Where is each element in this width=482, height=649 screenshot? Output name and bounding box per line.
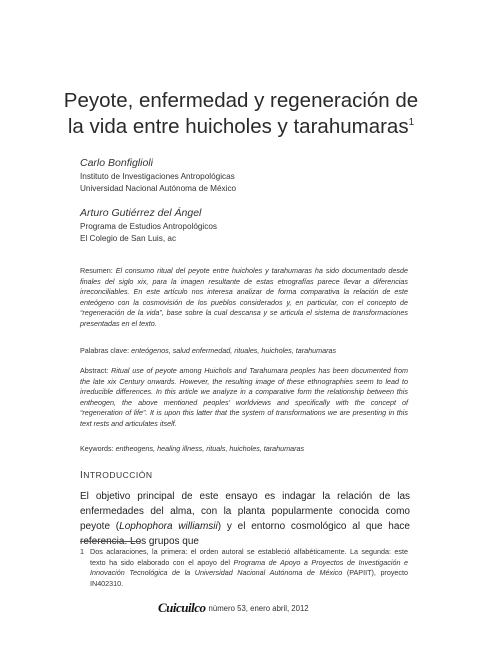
keywords-label: Keywords:	[80, 444, 114, 453]
article-title	[60, 90, 422, 138]
resumen-label: Resumen:	[80, 266, 113, 275]
page-footer	[158, 600, 309, 616]
abstract-label: Abstract:	[80, 366, 109, 375]
issue-info: número 53, enero abril, 2012	[208, 603, 309, 613]
body-paragraph	[80, 489, 410, 549]
resumen-paragraph	[80, 266, 408, 330]
footnote-number: 1	[80, 547, 84, 556]
body-text-start: El objetivo principal de este ensayo es indagar la relación de las enfermedades del alma, con la planta popularmente conocida como peyote (	[80, 491, 410, 532]
footnote-program-name: Programa de Apoyo a Proyectos de Investigación e Innovación Tecnológica de la Universidad Nacional Autónoma de México	[90, 557, 408, 577]
palabras-clave-label: Palabras clave:	[80, 346, 130, 355]
footnote-text-part1: Dos aclaraciones, la primera: el orden autoral se estableció alfabéticamente. La segunda: este texto ha sido elaborado con el apoyo del	[90, 547, 408, 567]
palabras-clave-text: enteógenos, salud enfermedad, rituales, huicholes, tarahumaras	[131, 346, 337, 355]
keywords-paragraph	[80, 444, 408, 455]
footnote-divider	[80, 541, 140, 542]
footnote-text	[80, 547, 408, 589]
abstract-text: Ritual use of peyote among Huichols and Tarahumara peoples has been documented from the late xix Century onwards. However, the resulting image of these ethnographies seem to lead to irreducible differences. In this article we analyze in a comparative form the relationship between this entheogen, the above mentioned peoples’ worldviews and specifically with the concept of “regeneration of life”. It is upon this latter that the system of transformations we are presenting in this text rests and articulates itself.	[80, 366, 409, 428]
resumen-text: El consumo ritual del peyote entre huicholes y tarahumaras ha sido documentado desde finales del siglo xix, para la imagen resultante de estas etnografías parece llevar a diferencias irreconciliables. En este artículo nos interesa analizar de forma comparativa la relación de este enteógeno con la cosmovisión de los pueblos considerados y, en particular, con el concepto de “regeneración de la vida”, base sobre la cual descansa y se articula el sistema de transformaciones presentadas en el texto.	[80, 266, 409, 328]
section-heading-initial: I	[80, 470, 84, 481]
author-name-2: Arturo Gutiérrez del Ángel	[80, 207, 202, 219]
section-heading-introduccion	[80, 470, 153, 481]
palabras-clave-paragraph	[80, 346, 408, 357]
affiliation-line: Programa de Estudios Antropológicos	[80, 222, 217, 231]
abstract-paragraph	[80, 366, 408, 430]
affiliation-line: El Colegio de San Luis, ac	[80, 234, 177, 243]
article-title-text: Peyote, enfermedad y regeneración de la vida entre huicholes y tarahumaras	[63, 88, 419, 138]
author-name-1: Carlo Bonfiglioli	[80, 157, 153, 169]
affiliation-line: Instituto de Investigaciones Antropológicas	[80, 172, 235, 181]
journal-logo: Cuicuilco	[158, 600, 206, 615]
title-footnote-marker: 1	[408, 116, 415, 128]
affiliation-line: Universidad Nacional Autónoma de México	[80, 184, 237, 193]
footnote-text-part2: (PAPIIT), proyecto IN402310.	[90, 568, 409, 588]
author-affiliation-1	[80, 171, 236, 195]
section-heading-rest: NTRODUCCIÓN	[83, 470, 153, 480]
body-text-end: ) y el entorno cosmológico al que hace referencia. Los grupos que	[80, 521, 410, 547]
keywords-text: entheogens, healing illness, rituals, huicholes, tarahumaras	[115, 444, 305, 453]
footnote-1	[80, 547, 408, 589]
author-affiliation-2	[80, 221, 217, 245]
body-text-species: Lophophora williamsii	[119, 521, 218, 532]
